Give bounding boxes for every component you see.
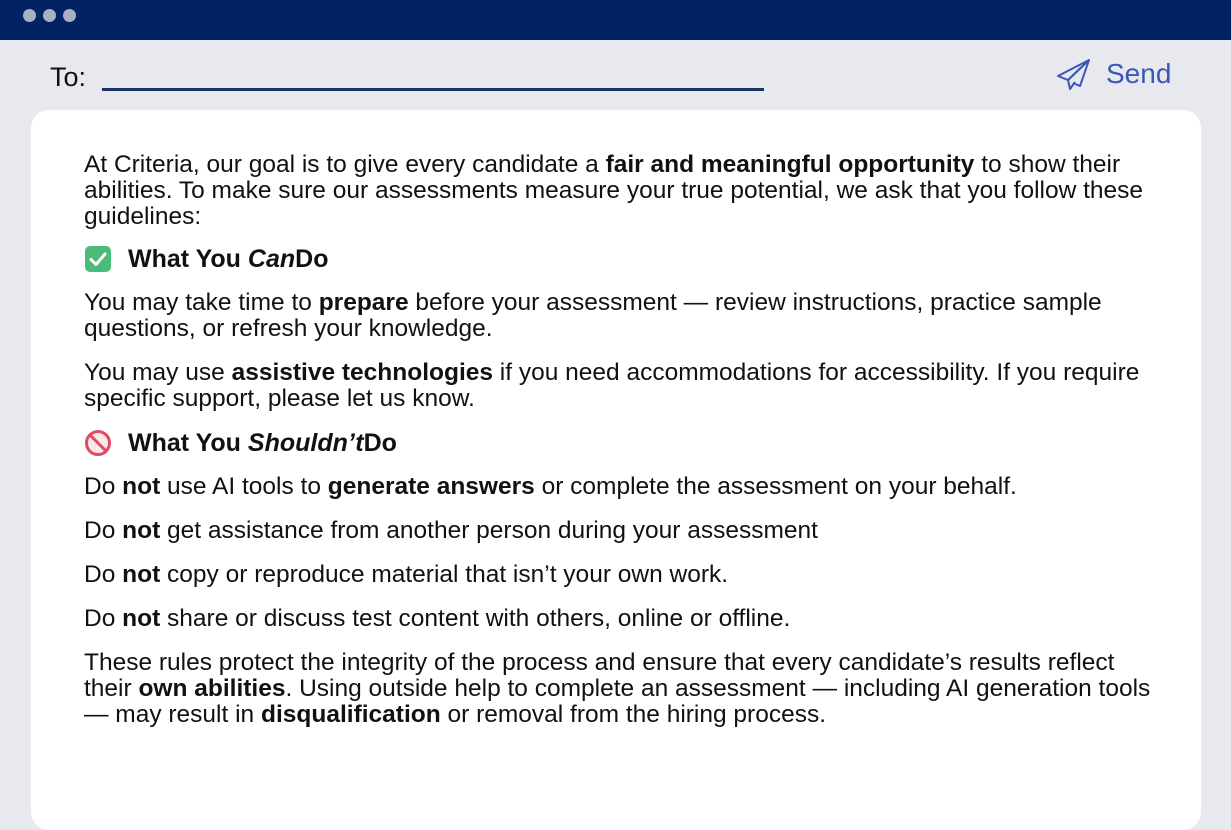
message-body-card xyxy=(31,110,1201,830)
can-item-assistive: You may use assistive technologies if you need accommodations for accessibility. If you require specific support, please let us know. xyxy=(84,359,1140,412)
to-label: To: xyxy=(50,62,87,92)
window-dot-3[interactable] xyxy=(63,9,76,22)
check-mark-button-icon xyxy=(84,245,112,273)
message-content xyxy=(84,152,1154,746)
to-field[interactable] xyxy=(102,74,764,91)
closing-paragraph: These rules protect the integrity of the process and ensure that every candidate’s results reflect their own abilities. Using outside help to complete an assessment — including AI generation tools — may result in disqualification or removal from the hiring process. xyxy=(84,649,1151,728)
cant-item-copy: Do not copy or reproduce material that isn’t your own work. xyxy=(84,561,729,588)
window-dot-1[interactable] xyxy=(23,9,36,22)
cant-item-share: Do not share or discuss test content with others, online or offline. xyxy=(84,605,791,632)
can-do-heading: What You Can Do xyxy=(84,246,1154,272)
paper-plane-icon xyxy=(1056,57,1092,91)
can-item-prepare: You may take time to prepare before your assessment — review instructions, practice sample questions, or refresh your knowledge. xyxy=(84,289,1102,342)
cant-item-assistance: Do not get assistance from another person during your assessment xyxy=(84,517,818,544)
intro-paragraph: At Criteria, our goal is to give every candidate a fair and meaningful opportunity to show their abilities. To make sure our assessments measure your true potential, we ask that you follow these guidelines: xyxy=(84,151,1144,230)
cant-do-heading: What You Shouldn’t Do xyxy=(84,430,1154,456)
window-titlebar xyxy=(0,0,1231,40)
send-button[interactable] xyxy=(1056,54,1171,94)
prohibited-icon xyxy=(84,429,112,457)
send-label: Send xyxy=(1106,58,1172,89)
window-dot-2[interactable] xyxy=(43,9,56,22)
cant-item-ai-tools: Do not use AI tools to generate answers or complete the assessment on your behalf. xyxy=(84,473,1017,500)
recipient-row xyxy=(0,40,1231,110)
